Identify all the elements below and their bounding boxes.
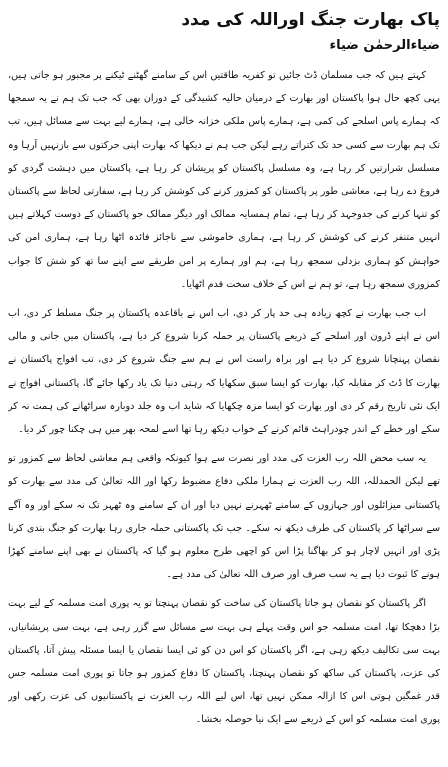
- article-title: پاک بھارت جنگ اوراللہ کی مدد: [181, 10, 440, 30]
- paragraph-2: اب جب بھارت نے کچھ زیادہ ہی حد پار کر دی، اب اس نے باقاعدہ پاکستان پر جنگ مسلط کر دی، اب اس نے اپنے ڈرون اور اسلحے کے ذریعے پاکستان پر حملہ کرنا شروع کر دیا ہے، پاکستان میں جانی و مالی نقصان پہنچانا شروع کر دیا ہے اور براہ راست اس نے ہم سے جنگ شروع کر دی، تب افواج پاکستان نے بھارت کا ڈٹ کر مقابلہ کیا، بھارت کو ایسا سبق سکھایا کہ رہتی دنیا تک یاد رکھا جائے گا، پاکستانی افواج نے ایک نئی تاریخ رقم کر دی اور بھارت کو ایسا مزہ چکھایا کہ شاید اب وہ جلد دوبارہ سراٹھانے کی ہمت نہ کر سکے اور خطے کے اندر چودراہٹ قائم کرنے کے خواب دیکھ رہا تھا اسے لمحہ بھر میں ہی چکنا چور کر دیا۔: [8, 308, 440, 436]
- article: [8, 6, 440, 761]
- author-byline: ضیاءالرحمٰن ضیاء: [329, 38, 440, 53]
- paragraph-1: کہتے ہیں کہ جب مسلمان ڈٹ جائیں تو کفریہ طاقتیں اس کے سامنے گھٹنے ٹیکنے پر مجبور ہو جاتی ہیں، یہی کچھ حال ہوا پاکستان اور بھارت کے درمیان حالیہ کشیدگی کے دوران بھی کہ جب تک ہم نے یہ سمجھا کہ ہمارے پاس اسلحے کی کمی ہے، ہمارے پاس ملکی خزانہ خالی ہے، ہمارے لیے بہت سے مسائل ہیں، تب تک ہم بھارت سے کسی حد تک کتراتے رہے لیکن جب ہم نے دیکھا کہ بھارت اپنی حرکتوں سے بازنہیں آرہا وہ مسلسل شرارتیں کر رہا ہے، وہ مسلسل پاکستان کو پریشان کر رہا ہے، پاکستان میں دہشت گردی کو فروغ دے رہا ہے، معاشی طور پر پاکستان کو کمزور کرنے کی کوشش کر رہا ہے، سفارتی لحاظ سے پاکستان کو تنہا کرنے کی جدوجہد کر رہا ہے، تمام ہمسایہ ممالک اور دیگر ممالک جو پاکستان کے دوست کہلاتے ہیں انہیں متنفر کرنے کی کوشش کر رہا ہے، ہماری خاموشی سے ناجائز فائدہ اٹھا رہا ہے، ہماری امن کی خواہش کو ہماری بزدلی سمجھ رہا ہے، ہم اور ہمارے پر امن طریقے سے اپنے سا تھ کو شش کا جواب کمزوری سمجھ رہا ہے، تو ہم نے اس کے خلاف سخت قدم اٹھایا۔: [8, 70, 440, 290]
- paragraph-3: یہ سب محض اللہ رب العزت کی مدد اور نصرت سے ہوا کیونکہ واقعی ہم معاشی لحاظ سے کمزور تو تھے لیکن الحمدللہ، اللہ رب العزت نے ہمارا ملکی دفاع مضبوط رکھا اور اللہ تعالیٰ کی مدد سے بھارت کو پاکستانی میزائلوں اور جہازوں کے سامنے ٹھہرنے نہیں دیا اور ان کے سامنے وہ ٹھہر تک نہ سکے اور وہ آگے سے سراٹھا کر پاکستان کی طرف دیکھ نہ سکے۔ جب تک پاکستانی حملہ جاری رہا بھارت کو جنگ بندی کرنا پڑی اور انہیں لاچار ہو کر بھاگنا پڑا اس کو اچھی طرح معلوم ہو گیا کہ پاکستان نے بھی اپنے سامنے کھڑا ہونے کا ثبوت دیا ہے یہ سب صرف اور صرف اللہ تعالیٰ کی مدد ہے۔: [8, 453, 440, 581]
- paragraph-4: اگر پاکستان کو نقصان ہو جاتا پاکستان کی ساخت کو نقصان پہنچتا تو یہ پوری امت مسلمہ کے لیے بہت بڑا دھچکا تھا، امت مسلمہ جو اس وقت پہلے ہی بہت سے مسائل سے گزر رہی ہے، بہت سی پریشانیاں، بہت سی تکالیف دیکھ رہی ہے، اگر پاکستان کو اس دن کو ئی ایسا نقصان یا ایسا مسئلہ پیش آتا، پاکستان کی عزت، پاکستان کی ساکھ کو نقصان پہنچتا، پاکستان کا دفاع کمزور ہو جاتا تو پوری امت مسلمہ جس قدر غمگین ہوتی اس کا ازالہ ممکن نہیں تھا، اس لیے اللہ رب العزت نے پاکستانیوں کی عزت رکھی اور پوری امت مسلمہ کو اس کے ذریعے سے ایک نیا حوصلہ بخشا۔: [8, 598, 440, 726]
